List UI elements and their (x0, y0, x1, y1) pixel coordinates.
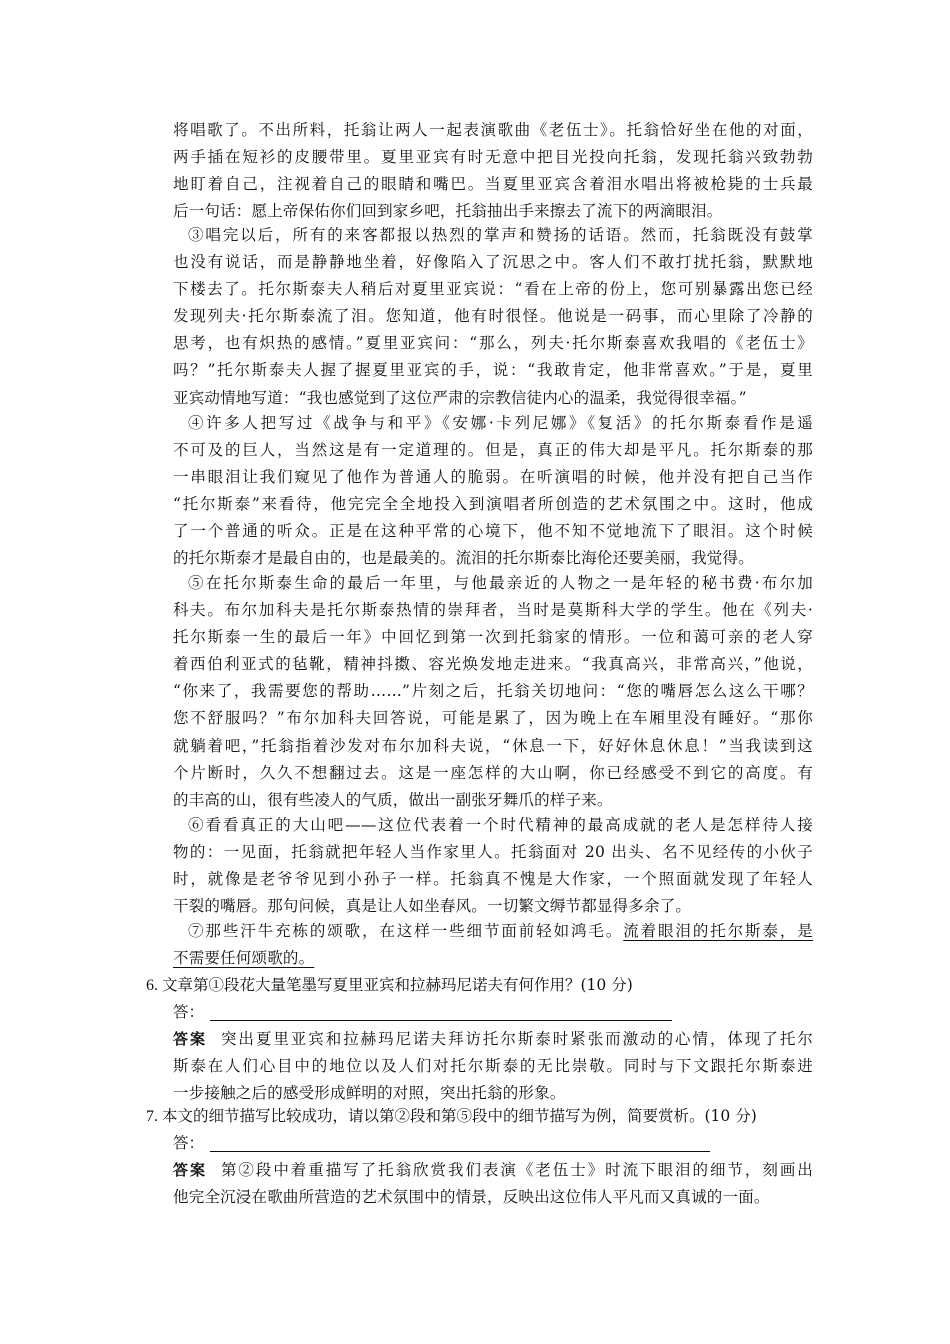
text-line (173, 945, 813, 972)
answer-text: 突出夏里亚宾和拉赫玛尼诺夫拜访托尔斯泰时紧张而激动的心情，体现了托尔 (220, 1030, 813, 1048)
text-line: “你来了，我需要您的帮助……”片刻之后，托翁关切地问：“您的嘴唇怎么这么干哪？ (173, 682, 813, 701)
paragraph-4 (173, 410, 813, 573)
text-line: 物的：一见面，托翁就把年轻人当作家里人。托翁面对 20 出头、名不见经传的小伙子 (173, 843, 813, 862)
text-line: 不可及的巨人，当然这是有一定道理的。但是，真正的伟大却是平凡。托尔斯泰的那 (173, 441, 813, 460)
text-line: ④许多人把写过《战争与和平》《安娜·卡列尼娜》《复活》的托尔斯泰看作是遥 (188, 414, 813, 432)
text-line: 下楼去了。托尔斯泰夫人稍后对夏里亚宾说：“看在上帝的份上，您可别暴露出您已经 (173, 280, 813, 299)
answer-blank-line[interactable] (210, 1020, 672, 1021)
text-line: “托尔斯泰”来看待，他完完全全地投入到演唱者所创造的艺术氛围之中。这时，他成 (173, 495, 813, 514)
text-line: 的丰高的山，很有些凌人的气质，做出一副张牙舞爪的样子来。 (173, 790, 613, 809)
text-line: 吗？”托尔斯泰夫人握了握夏里亚宾的手，说：“我敢肯定，他非常喜欢。”于是，夏里 (173, 361, 813, 380)
answer-prompt: 答： (173, 1134, 205, 1152)
paragraph-5 (173, 570, 813, 814)
text-line: 托尔斯泰一生的最后一年》中回忆到第一次到托翁家的情形。一位和蔼可亲的老人穿 (173, 628, 813, 647)
text-line: 斯泰在人们心目中的地位以及人们对托尔斯泰的无比崇敬。同时与下文跟托尔斯泰进 (173, 1057, 813, 1076)
text-line: 发现列夫·托尔斯泰流了泪。您知道，他有时很怪。他说是一码事，而心里除了冷静的 (173, 307, 813, 326)
text-line: 的托尔斯泰才是最自由的，也是最美的。流泪的托尔斯泰比海伦还要美丽，我觉得。 (173, 549, 754, 568)
text-line: 两手插在短衫的皮腰带里。夏里亚宾有时无意中把目光投向托翁，发现托翁兴致勃勃 (173, 148, 813, 167)
text-line: 了一个普通的听众。正是在这种平常的心境下，他不知不觉地流下了眼泪。这个时候 (173, 522, 813, 541)
text-line: 着西伯利亚式的毡靴，精神抖擞、容光焕发地走进来。“我真高兴，非常高兴，”他说， (173, 655, 813, 674)
paragraph-2-continuation (173, 117, 813, 225)
text-line: 将唱歌了。不出所料，托翁让两人一起表演歌曲《老伍士》。托翁恰好坐在他的对面， (173, 121, 813, 139)
paragraph-3 (173, 222, 813, 412)
answer-blank-line[interactable] (210, 1151, 710, 1152)
text-plain: ⑦那些汗牛充栋的颂歌，在这样一些细节面前轻如鸿毛。 (188, 922, 624, 940)
text-line (173, 918, 813, 945)
text-line: 他完全沉浸在歌曲所营造的艺术氛围中的情景，反映出这位伟人平凡而又真诚的一面。 (173, 1188, 770, 1207)
text-line: ⑤在托尔斯泰生命的最后一年里，与他最亲近的人物之一是年轻的秘书费·布尔加 (188, 574, 813, 592)
question-number: 7. (146, 1108, 158, 1125)
text-line: 也没有说话，而是静静地坐着，好像陷入了沉思之中。客人们不敢打扰托翁，默默地 (173, 253, 813, 272)
underlined-sentence: 流着眼泪的托尔斯泰，是 (623, 922, 813, 940)
text-line: 您不舒服吗？”布尔加科夫回答说，可能是累了，因为晚上在车厢里没有睡好。“那你 (173, 709, 813, 728)
answer-label: 答案 (173, 1161, 207, 1179)
answer-7 (173, 1157, 813, 1211)
text-line: 就躺着吧，”托翁指着沙发对布尔加科夫说，“休息一下，好好休息休息！”当我读到这 (173, 736, 813, 755)
text-line (173, 1157, 813, 1184)
text-line: 思考，也有炽热的感情。”夏里亚宾问：“那么，列夫·托尔斯泰喜欢我唱的《老伍士》 (173, 334, 813, 353)
text-line: 亚宾动情地写道：“我也感觉到了这位严肃的宗教信徒内心的温柔，我觉得很幸福。” (173, 388, 747, 407)
text-line: ⑥看看真正的大山吧——这位代表着一个时代精神的最高成就的老人是怎样待人接 (188, 816, 813, 834)
answer-text: 第②段中着重描写了托翁欣赏我们表演《老伍士》时流下眼泪的细节，刻画出 (220, 1161, 813, 1179)
text-line (173, 1026, 813, 1053)
text-line: 一串眼泪让我们窥见了他作为普通人的脆弱。在听演唱的时候，他并没有把自己当作 (173, 468, 813, 487)
question-number: 6. (146, 977, 158, 994)
text-line: 时，就像是老爷爷见到小孙子一样。托翁真不愧是大作家，一个照面就发现了年轻人 (173, 870, 813, 889)
text-line: 后一句话：愿上帝保佑你们回到家乡吧，托翁抽出手来擦去了流下的两滴眼泪。 (173, 202, 723, 221)
text-line: 一步接触之后的感受形成鲜明的对照，突出托翁的形象。 (173, 1084, 566, 1103)
question-6 (146, 972, 633, 999)
paragraph-7 (173, 918, 813, 972)
question-text: 本文的细节描写比较成功，请以第②段和第⑤段中的细节描写为例，简要赏析。(10 分) (162, 1107, 757, 1125)
text-line: 个片断时，久久不想翻过去。这是一座怎样的大山啊，你已经感受不到它的高度。有 (173, 763, 813, 782)
text-line: 科夫。布尔加科夫是托尔斯泰热情的崇拜者，当时是莫斯科大学的学生。他在《列夫· (173, 601, 813, 620)
answer-label: 答案 (173, 1030, 207, 1048)
answer-6 (173, 1026, 813, 1107)
underlined-sentence: 不需要任何颂歌的。 (173, 949, 315, 968)
paragraph-6 (173, 812, 813, 920)
text-line: 地盯着自己，注视着自己的眼睛和嘴巴。当夏里亚宾含着泪水唱出将被枪毙的士兵最 (173, 175, 813, 194)
question-text: 文章第①段花大量笔墨写夏里亚宾和拉赫玛尼诺夫有何作用？(10 分) (162, 976, 633, 994)
question-7 (146, 1103, 757, 1130)
text-line: 干裂的嘴唇。那句问候，真是让人如坐春风。一切繁文缛节都显得多余了。 (173, 897, 692, 916)
answer-prompt: 答： (173, 1003, 205, 1021)
text-line: ③唱完以后，所有的来客都报以热烈的掌声和赞扬的话语。然而，托翁既没有鼓掌 (188, 226, 813, 244)
